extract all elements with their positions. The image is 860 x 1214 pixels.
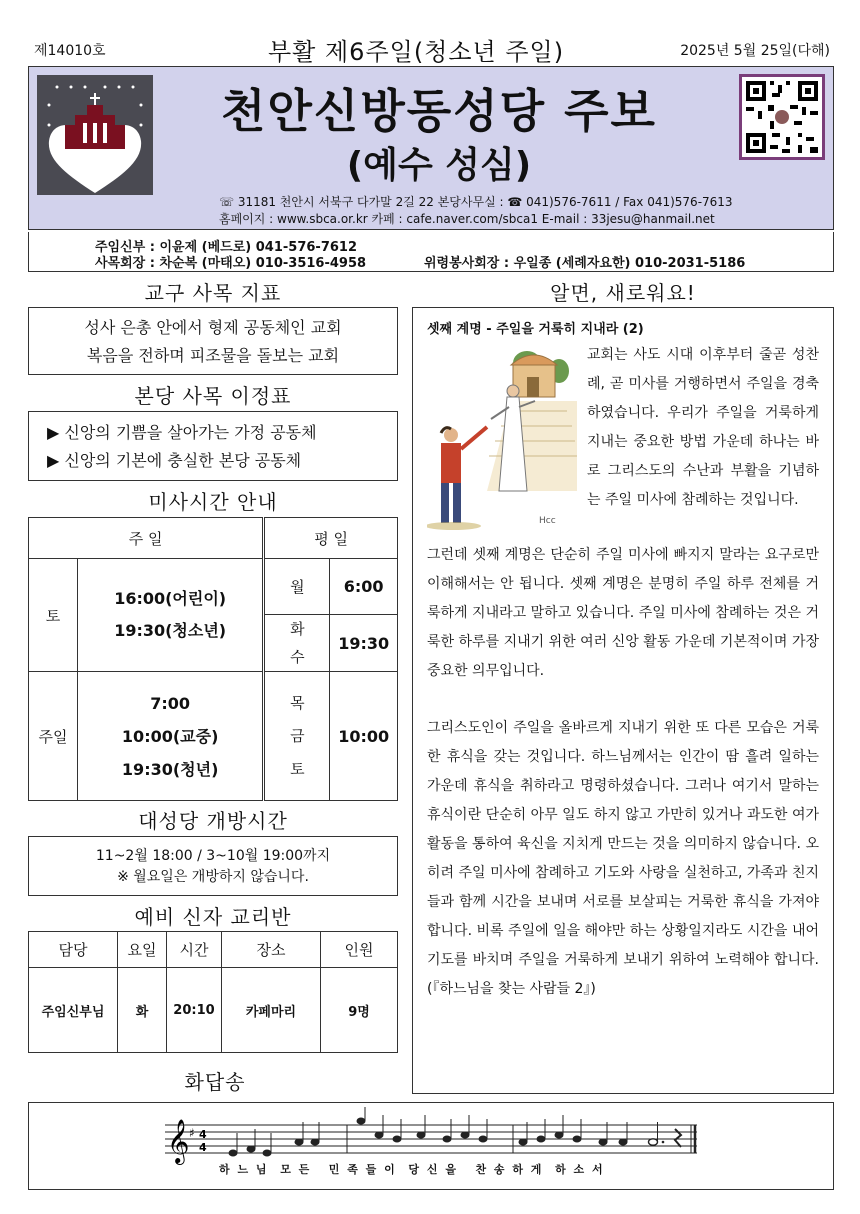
catechism-cell: 20:10 xyxy=(167,968,222,1053)
chapel-box xyxy=(28,836,398,896)
illustration-jesus-greeting-icon xyxy=(427,341,579,541)
saturday-times xyxy=(78,559,264,672)
catechism-cell: 화 xyxy=(118,968,167,1053)
committee-info: 위령봉사회장 : 우일종 (세례자요한) 010-2031-5186 xyxy=(424,256,746,271)
monday-time: 6:00 xyxy=(330,559,398,615)
svg-text:♯: ♯ xyxy=(189,1126,195,1140)
chapel-line1: 11~2월 18:00 / 3~10월 19:00까지 xyxy=(95,848,331,864)
saturday-label: 토 xyxy=(29,559,78,672)
diocese-goal-title: 교구 사목 지표 xyxy=(144,281,282,305)
web-line: 홈페이지 : www.sbca.or.kr 카페 : cafe.naver.com/sbca1 E-mail : 33jesu@hanmail.net xyxy=(219,212,715,226)
diocese-goal-box xyxy=(28,307,398,375)
article-para3: 그리스도인이 주일을 올바르게 지내기 위한 또 다른 모습은 거룩한 휴식을 갖는 것입니다. 하느님께서는 인간이 땀 흘려 일하는 가운데 휴식을 취하라고 명령하셨습니다. 그러나 여기서 말하는 휴식이란 단순히 아무 일도 하지 않고 가만히 있거나 과도한 여가 활동을 통하여 육신을 지치게 만드는 것을 의미하지 않습니다. 오히려 주일 미사에 참례하고 기도와 사랑을 실천하고, 가족과 친지들과 함께 시간을 보내며 서로를 보살피는 거룩한 휴식을 가져야 합니다. 비록 주일에 일을 해야만 하는 상황일지라도 시간을 내어 기도를 바치며 주일을 거룩하게 보내기 위하여 노력해야 합니다. (『하느님을 찾는 사람들 2』) xyxy=(427,720,819,997)
sunday-time: 7:00 xyxy=(150,693,191,713)
address-line: ☏ 31181 천안시 서북구 다가말 2길 22 본당사무실 : ☎ 041)576-7611 / Fax 041)576-7613 xyxy=(219,195,733,209)
diocese-goal-line1: 성사 은총 안에서 형제 공동체인 교회 xyxy=(84,318,342,337)
thu-fri-sat-label xyxy=(264,672,330,801)
diocese-goal-line2: 복음을 전하며 피조물을 돌보는 교회 xyxy=(86,346,340,365)
catechism-cell: 주임신부님 xyxy=(29,968,118,1053)
day-label: 화 xyxy=(290,620,305,638)
tue-wed-time: 19:30 xyxy=(330,615,398,672)
article-para2: 그런데 셋째 계명은 단순히 주일 미사에 빠지지 말라는 요구로만 이해해서는 안 됩니다. 셋째 계명은 분명히 주일 하루 전체를 거룩하게 지내라고 말하고 있습니다. 주일 미사에 참례하는 것은 거룩한 하루를 지내기 위한 여러 신앙 활동 가운데 기본적이며 가장 중요한 의무입니다. xyxy=(427,547,819,679)
thu-fri-sat-time: 10:00 xyxy=(330,672,398,801)
mass-title: 미사시간 안내 xyxy=(148,490,278,514)
catechism-title: 예비 신자 교리반 xyxy=(134,905,292,929)
catechism-header: 인원 xyxy=(321,932,398,968)
chapel-line2: ※ 월요일은 개방하지 않습니다. xyxy=(117,869,309,885)
article-para1: 교회는 사도 시대 이후부터 줄곧 성찬례, 곧 미사를 거행하면서 주일을 경축하였습니다. 우리가 주일을 거룩하게 지내는 중요한 방법 가운데 하나는 바로 그리스도의 수난과 부활을 기념하는 주일 미사에 참례하는 것입니다. xyxy=(587,347,819,508)
day-label: 목 xyxy=(290,693,305,712)
catechism-header: 요일 xyxy=(118,932,167,968)
day-label: 토 xyxy=(290,759,305,778)
weekday-header: 평 일 xyxy=(264,518,398,559)
chapel-title: 대성당 개방시간 xyxy=(138,809,288,833)
masthead xyxy=(28,66,834,230)
svg-text:𝄞: 𝄞 xyxy=(167,1119,190,1163)
article-body xyxy=(427,341,819,1004)
tue-wed-label xyxy=(264,615,330,672)
parish-goal-item: ▶ 신앙의 기쁨을 살아가는 가정 공동체 xyxy=(47,423,317,442)
church-name: 천안신방동성당 주보 xyxy=(221,84,657,138)
article-heading: 셋째 계명 - 주일을 거룩히 지내라 (2) xyxy=(427,322,644,337)
pastor-info: 주임신부 : 이윤제 (베드로) 041-576-7612 xyxy=(95,240,358,255)
day-label: 수 xyxy=(290,648,305,666)
sunday-header: 주 일 xyxy=(29,518,264,559)
parish-goal-item: ▶ 신앙의 기본에 충실한 본당 공동체 xyxy=(47,451,302,470)
top-line xyxy=(28,30,834,64)
qr-code-icon[interactable] xyxy=(739,74,825,160)
monday-label: 월 xyxy=(264,559,330,615)
catechism-cell: 9명 xyxy=(321,968,398,1053)
catechism-cell: 카페마리 xyxy=(222,968,321,1053)
sunday-time: 19:30(청년) xyxy=(121,759,219,779)
mass-schedule-table xyxy=(28,517,398,801)
issue-number: 제14010호 xyxy=(34,43,106,59)
parish-goal-box xyxy=(28,411,398,481)
sunday-label: 주일 xyxy=(29,672,78,801)
parish-goal-title: 본당 사목 이정표 xyxy=(134,384,292,408)
bulletin-theme: (예수 성심) xyxy=(346,145,532,186)
sunday-times xyxy=(78,672,264,801)
psalm-box xyxy=(28,1102,834,1190)
svg-text:Hcc: Hcc xyxy=(539,516,556,526)
catechism-header: 시간 xyxy=(167,932,222,968)
svg-text:4: 4 xyxy=(199,1128,207,1141)
music-staff-icon xyxy=(29,1107,833,1167)
psalm-lyrics: 하 느 님 모 든 민 족 들 이 당 신 을 찬 송 하 게 하 소 서 xyxy=(219,1163,605,1176)
church-logo-icon xyxy=(37,75,153,195)
svg-text:4: 4 xyxy=(199,1141,207,1154)
issue-date: 2025년 5월 25일(다해) xyxy=(680,43,830,59)
day-label: 금 xyxy=(290,726,305,745)
week-title: 부활 제6주일(청소년 주일) xyxy=(268,38,565,66)
catechism-table xyxy=(28,931,398,1053)
article-box xyxy=(412,307,834,1094)
catechism-header: 담당 xyxy=(29,932,118,968)
president-info: 사목회장 : 차순복 (마태오) 010-3516-4958 xyxy=(95,256,367,271)
psalm-title: 화답송 xyxy=(184,1070,246,1094)
article-section-title: 알면, 새로워요! xyxy=(550,281,696,305)
sunday-time: 10:00(교중) xyxy=(121,726,219,746)
saturday-time: 19:30(청소년) xyxy=(114,621,227,640)
staff-info xyxy=(28,232,834,272)
catechism-header: 장소 xyxy=(222,932,321,968)
saturday-time: 16:00(어린이) xyxy=(114,589,227,608)
